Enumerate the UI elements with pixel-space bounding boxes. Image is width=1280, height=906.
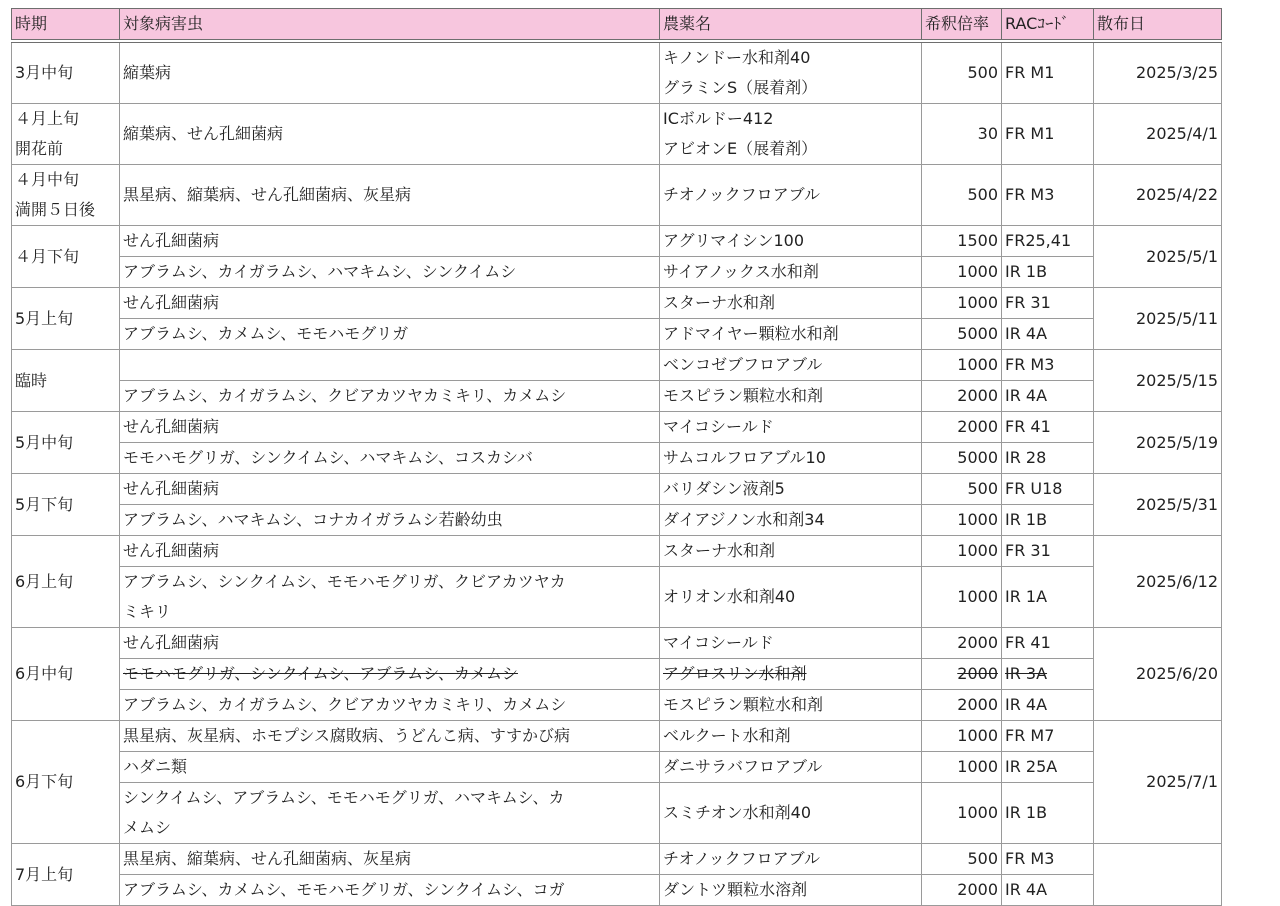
target-cell[interactable]: 黒星病、灰星病、ホモプシス腐敗病、うどんこ病、すすかび病 bbox=[120, 721, 660, 752]
period-cell[interactable] bbox=[12, 165, 120, 226]
header-target[interactable]: 対象病害虫 bbox=[120, 9, 660, 42]
table-row bbox=[12, 104, 1222, 165]
pesticide-cell[interactable]: サイアノックス水和剤 bbox=[660, 257, 922, 288]
rac-code-cell[interactable]: IR 28 bbox=[1002, 443, 1094, 474]
target-cell[interactable]: せん孔細菌病 bbox=[120, 628, 660, 659]
period-cell[interactable] bbox=[12, 412, 120, 474]
cell-line: ４月中旬 bbox=[15, 170, 80, 189]
dilution-cell[interactable]: 1000 bbox=[922, 536, 1002, 567]
pesticide-cell[interactable] bbox=[660, 104, 922, 165]
rac-code-cell[interactable]: IR 3A bbox=[1002, 659, 1094, 690]
rac-code-cell[interactable]: FR 41 bbox=[1002, 628, 1094, 659]
target-cell[interactable] bbox=[120, 567, 660, 628]
table-row bbox=[12, 381, 1222, 412]
table-row bbox=[12, 721, 1222, 752]
cell-line: 3月中旬 bbox=[15, 63, 74, 82]
date-cell[interactable]: 2025/5/1 bbox=[1094, 226, 1222, 288]
dilution-cell[interactable]: 1000 bbox=[922, 288, 1002, 319]
rac-code-cell[interactable]: FR M7 bbox=[1002, 721, 1094, 752]
dilution-cell[interactable]: 1500 bbox=[922, 226, 1002, 257]
pesticide-cell[interactable]: スターナ水和剤 bbox=[660, 288, 922, 319]
cell-line: 開花前 bbox=[15, 139, 64, 158]
table-row bbox=[12, 752, 1222, 783]
table-row bbox=[12, 443, 1222, 474]
rac-code-cell[interactable]: IR 1B bbox=[1002, 257, 1094, 288]
target-cell[interactable]: 黒星病、縮葉病、せん孔細菌病、灰星病 bbox=[120, 844, 660, 875]
rac-code-cell[interactable]: FR 31 bbox=[1002, 536, 1094, 567]
pesticide-cell[interactable]: オリオン水和剤40 bbox=[660, 567, 922, 628]
target-cell[interactable]: ハダニ類 bbox=[120, 752, 660, 783]
table-row bbox=[12, 536, 1222, 567]
target-cell[interactable]: モモハモグリガ、シンクイムシ、アブラムシ、カメムシ bbox=[120, 659, 660, 690]
header-pesticide[interactable]: 農薬名 bbox=[660, 9, 922, 42]
target-cell[interactable]: アブラムシ、ハマキムシ、コナカイガラムシ若齢幼虫 bbox=[120, 505, 660, 536]
rac-code-cell[interactable]: FR 41 bbox=[1002, 412, 1094, 443]
pesticide-cell[interactable]: ダイアジノン水和剤34 bbox=[660, 505, 922, 536]
target-cell[interactable]: せん孔細菌病 bbox=[120, 536, 660, 567]
cell-line: 5月中旬 bbox=[15, 432, 74, 452]
cell-line: 6月下旬 bbox=[15, 772, 74, 791]
cell-line: 5月上旬 bbox=[15, 308, 74, 328]
table-row bbox=[12, 350, 1222, 381]
target-cell[interactable]: 黒星病、縮葉病、せん孔細菌病、灰星病 bbox=[120, 165, 660, 226]
date-cell[interactable]: 2025/7/1 bbox=[1094, 721, 1222, 844]
dilution-cell[interactable]: 1000 bbox=[922, 505, 1002, 536]
dilution-cell[interactable]: 2000 bbox=[922, 659, 1002, 690]
pesticide-cell[interactable]: チオノックフロアブル bbox=[660, 844, 922, 875]
cell-line: 臨時 bbox=[15, 370, 48, 390]
rac-code-cell[interactable]: FR M1 bbox=[1002, 41, 1094, 104]
header-period[interactable]: 時期 bbox=[12, 9, 120, 42]
period-cell[interactable] bbox=[12, 536, 120, 628]
rac-code-cell[interactable]: FR M3 bbox=[1002, 350, 1094, 381]
rac-code-cell[interactable]: FR 31 bbox=[1002, 288, 1094, 319]
table-row bbox=[12, 288, 1222, 319]
dilution-cell[interactable]: 1000 bbox=[922, 257, 1002, 288]
dilution-cell[interactable]: 30 bbox=[922, 104, 1002, 165]
dilution-cell[interactable]: 2000 bbox=[922, 381, 1002, 412]
date-cell[interactable] bbox=[1094, 844, 1222, 906]
cell-line: メムシ bbox=[123, 818, 172, 837]
target-cell[interactable]: せん孔細菌病 bbox=[120, 474, 660, 505]
date-cell[interactable]: 2025/5/11 bbox=[1094, 288, 1222, 350]
table-row bbox=[12, 257, 1222, 288]
dilution-cell[interactable]: 1000 bbox=[922, 721, 1002, 752]
spray-schedule-table bbox=[11, 8, 1222, 906]
table-row bbox=[12, 628, 1222, 659]
rac-code-cell[interactable]: IR 4A bbox=[1002, 690, 1094, 721]
rac-code-cell[interactable]: IR 1A bbox=[1002, 567, 1094, 628]
date-cell[interactable]: 2025/4/22 bbox=[1094, 165, 1222, 226]
pesticide-cell[interactable] bbox=[660, 41, 922, 104]
dilution-cell[interactable]: 1000 bbox=[922, 350, 1002, 381]
cell-line: グラミンS（展着剤） bbox=[663, 78, 818, 97]
pesticide-cell[interactable]: アドマイヤー顆粒水和剤 bbox=[660, 319, 922, 350]
pesticide-cell[interactable]: サムコルフロアブル10 bbox=[660, 443, 922, 474]
target-cell[interactable]: アブラムシ、カイガラムシ、ハマキムシ、シンクイムシ bbox=[120, 257, 660, 288]
pesticide-cell[interactable]: モスピラン顆粒水和剤 bbox=[660, 690, 922, 721]
pesticide-cell[interactable]: マイコシールド bbox=[660, 628, 922, 659]
pesticide-cell[interactable]: ベルクート水和剤 bbox=[660, 721, 922, 752]
date-cell[interactable]: 2025/6/12 bbox=[1094, 536, 1222, 628]
target-cell[interactable]: せん孔細菌病 bbox=[120, 226, 660, 257]
target-cell[interactable] bbox=[120, 350, 660, 381]
dilution-cell[interactable]: 500 bbox=[922, 844, 1002, 875]
period-cell[interactable] bbox=[12, 350, 120, 412]
rac-code-cell[interactable]: FR M1 bbox=[1002, 104, 1094, 165]
period-cell[interactable] bbox=[12, 474, 120, 536]
period-cell[interactable] bbox=[12, 41, 120, 104]
cell-line: 7月上旬 bbox=[15, 864, 74, 884]
table-row bbox=[12, 783, 1222, 844]
rac-code-cell[interactable]: IR 1B bbox=[1002, 783, 1094, 844]
cell-line: 満開５日後 bbox=[15, 200, 96, 219]
target-cell[interactable]: せん孔細菌病 bbox=[120, 288, 660, 319]
target-cell[interactable] bbox=[120, 875, 660, 906]
table-row bbox=[12, 875, 1222, 906]
date-cell[interactable]: 2025/5/19 bbox=[1094, 412, 1222, 474]
cell-line: アブラムシ、シンクイムシ、モモハモグリガ、クビアカツヤカ bbox=[123, 572, 566, 591]
cell-line: 6月上旬 bbox=[15, 571, 74, 591]
cell-line: アビオンE（展着剤） bbox=[663, 139, 818, 158]
pesticide-cell[interactable]: マイコシールド bbox=[660, 412, 922, 443]
date-cell[interactable]: 2025/6/20 bbox=[1094, 628, 1222, 721]
table-row bbox=[12, 567, 1222, 628]
cell-line: アブラムシ、カメムシ、モモハモグリガ、シンクイムシ、コガ bbox=[123, 880, 565, 899]
date-cell[interactable]: 2025/4/1 bbox=[1094, 104, 1222, 165]
dilution-cell[interactable]: 2000 bbox=[922, 412, 1002, 443]
dilution-cell[interactable]: 2000 bbox=[922, 690, 1002, 721]
rac-code-cell[interactable]: FR M3 bbox=[1002, 165, 1094, 226]
dilution-cell[interactable]: 5000 bbox=[922, 443, 1002, 474]
cell-line: ４月上旬 bbox=[15, 109, 80, 128]
dilution-cell[interactable]: 1000 bbox=[922, 783, 1002, 844]
cell-line: 5月下旬 bbox=[15, 494, 74, 514]
rac-code-cell[interactable]: IR 1B bbox=[1002, 505, 1094, 536]
period-cell[interactable] bbox=[12, 288, 120, 350]
header-row bbox=[12, 9, 1222, 42]
dilution-cell[interactable]: 5000 bbox=[922, 319, 1002, 350]
dilution-cell[interactable]: 1000 bbox=[922, 567, 1002, 628]
pesticide-cell[interactable]: スミチオン水和剤40 bbox=[660, 783, 922, 844]
rac-code-cell[interactable]: FR25,41 bbox=[1002, 226, 1094, 257]
table-row bbox=[12, 226, 1222, 257]
table-row bbox=[12, 319, 1222, 350]
period-cell[interactable] bbox=[12, 628, 120, 721]
target-cell[interactable]: アブラムシ、カメムシ、モモハモグリガ bbox=[120, 319, 660, 350]
target-cell[interactable]: アブラムシ、カイガラムシ、クビアカツヤカミキリ、カメムシ bbox=[120, 381, 660, 412]
table-row bbox=[12, 165, 1222, 226]
rac-code-cell[interactable]: IR 4A bbox=[1002, 381, 1094, 412]
rac-code-cell[interactable]: IR 4A bbox=[1002, 875, 1094, 906]
period-cell[interactable] bbox=[12, 844, 120, 906]
date-cell[interactable]: 2025/5/31 bbox=[1094, 474, 1222, 536]
target-cell[interactable]: アブラムシ、カイガラムシ、クビアカツヤカミキリ、カメムシ bbox=[120, 690, 660, 721]
rac-code-cell[interactable]: IR 25A bbox=[1002, 752, 1094, 783]
rac-code-cell[interactable]: FR U18 bbox=[1002, 474, 1094, 505]
cell-line: ４月下旬 bbox=[15, 246, 80, 266]
table-row bbox=[12, 412, 1222, 443]
dilution-cell[interactable]: 2000 bbox=[922, 875, 1002, 906]
dilution-cell[interactable]: 500 bbox=[922, 165, 1002, 226]
period-cell[interactable] bbox=[12, 104, 120, 165]
cell-line: ICボルドー412 bbox=[663, 109, 774, 128]
target-cell[interactable]: モモハモグリガ、シンクイムシ、ハマキムシ、コスカシバ bbox=[120, 443, 660, 474]
table-row bbox=[12, 844, 1222, 875]
pesticide-cell[interactable]: スターナ水和剤 bbox=[660, 536, 922, 567]
cell-line: 6月中旬 bbox=[15, 664, 74, 683]
pesticide-cell[interactable]: ベンコゼブフロアブル bbox=[660, 350, 922, 381]
pesticide-cell[interactable]: アグリマイシン100 bbox=[660, 226, 922, 257]
table-row bbox=[12, 505, 1222, 536]
header-date[interactable]: 散布日 bbox=[1094, 9, 1222, 42]
cell-line: ミキリ bbox=[123, 602, 172, 621]
pesticide-cell[interactable]: バリダシン液剤5 bbox=[660, 474, 922, 505]
date-cell[interactable]: 2025/3/25 bbox=[1094, 41, 1222, 104]
pesticide-cell[interactable]: アグロスリン水和剤 bbox=[660, 659, 922, 690]
pesticide-cell[interactable]: ダントツ顆粒水溶剤 bbox=[660, 875, 922, 906]
header-dilution[interactable]: 希釈倍率 bbox=[922, 9, 1002, 42]
table-row bbox=[12, 474, 1222, 505]
date-cell[interactable]: 2025/5/15 bbox=[1094, 350, 1222, 412]
table-row bbox=[12, 690, 1222, 721]
dilution-cell[interactable]: 500 bbox=[922, 41, 1002, 104]
period-cell[interactable] bbox=[12, 226, 120, 288]
rac-code-cell[interactable]: FR M3 bbox=[1002, 844, 1094, 875]
pesticide-cell[interactable]: ダニサラバフロアブル bbox=[660, 752, 922, 783]
pesticide-cell[interactable]: モスピラン顆粒水和剤 bbox=[660, 381, 922, 412]
rac-code-cell[interactable]: IR 4A bbox=[1002, 319, 1094, 350]
schedule-body bbox=[12, 41, 1222, 906]
target-cell[interactable]: 縮葉病、せん孔細菌病 bbox=[120, 104, 660, 165]
header-rac-code[interactable]: RACｺｰﾄﾞ bbox=[1002, 9, 1094, 42]
period-cell[interactable] bbox=[12, 721, 120, 844]
dilution-cell[interactable]: 500 bbox=[922, 474, 1002, 505]
target-cell[interactable] bbox=[120, 783, 660, 844]
pesticide-cell[interactable]: チオノックフロアブル bbox=[660, 165, 922, 226]
cell-line: キノンドー水和剤40 bbox=[663, 48, 811, 67]
target-cell[interactable]: せん孔細菌病 bbox=[120, 412, 660, 443]
table-row bbox=[12, 659, 1222, 690]
dilution-cell[interactable]: 2000 bbox=[922, 628, 1002, 659]
table-row bbox=[12, 41, 1222, 104]
target-cell[interactable]: 縮葉病 bbox=[120, 41, 660, 104]
cell-line: シンクイムシ、アブラムシ、モモハモグリガ、ハマキムシ、カ bbox=[123, 788, 565, 807]
dilution-cell[interactable]: 1000 bbox=[922, 752, 1002, 783]
